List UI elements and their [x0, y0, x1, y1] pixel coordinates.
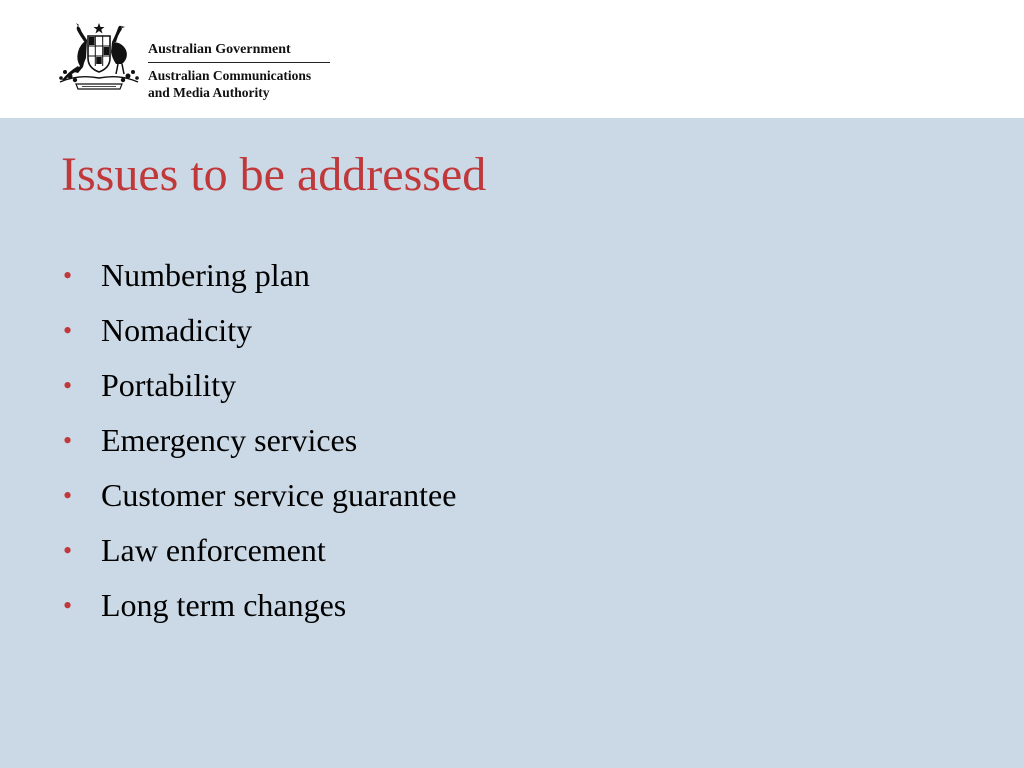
slide-title: Issues to be addressed — [61, 148, 487, 201]
bullet-text: Customer service guarantee — [101, 477, 457, 513]
agency-name-line-2: and Media Authority — [148, 85, 270, 100]
coat-of-arms-icon — [56, 22, 142, 92]
bullet-marker: • — [63, 591, 73, 620]
bullet-marker: • — [63, 316, 73, 345]
bullet-text: Nomadicity — [101, 312, 253, 348]
agency-name — [148, 67, 338, 101]
government-name: Australian Government — [148, 42, 330, 63]
bullet-marker: • — [63, 261, 73, 290]
slide-content — [0, 118, 1024, 768]
bullet-marker: • — [63, 536, 73, 565]
bullet-marker: • — [63, 426, 73, 455]
bullet-text: Portability — [101, 367, 237, 403]
bullet-text: Emergency services — [101, 422, 358, 458]
bullet-marker: • — [63, 481, 73, 510]
bullet-text: Law enforcement — [101, 532, 326, 568]
bullet-text: Numbering plan — [101, 257, 310, 293]
bullet-text: Long term changes — [101, 587, 347, 623]
agency-name-line-1: Australian Communications — [148, 68, 312, 83]
bullet-marker: • — [63, 371, 73, 400]
header-banner — [0, 0, 1024, 118]
organisation-name — [148, 42, 338, 101]
